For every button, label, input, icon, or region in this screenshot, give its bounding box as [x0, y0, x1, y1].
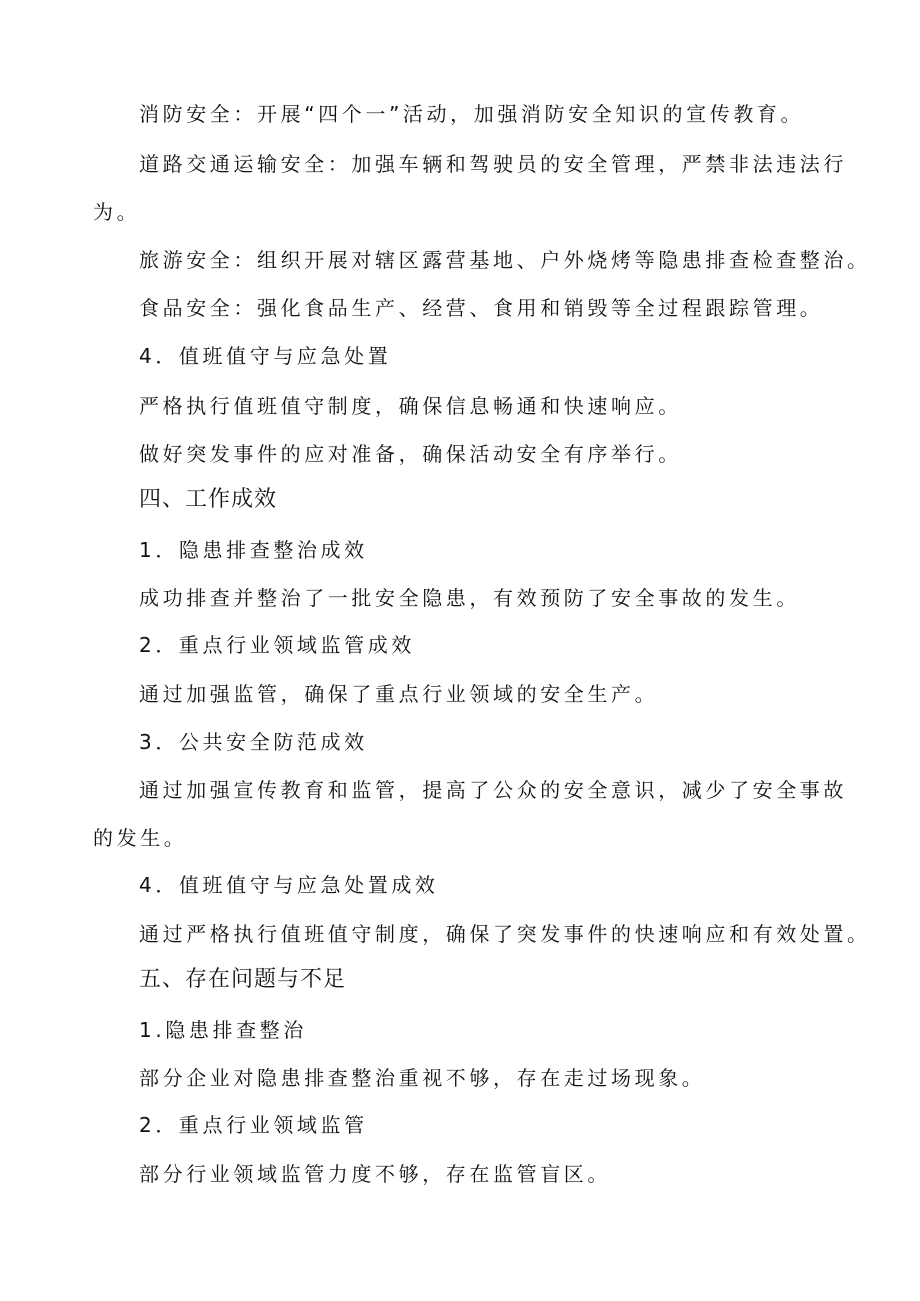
- section-heading-problems: 五、存在问题与不足: [139, 967, 347, 992]
- subheading-hazard-results: 1．隐患排查整治成效: [139, 538, 368, 562]
- subheading-supervision-results: 2．重点行业领域监管成效: [139, 633, 415, 657]
- paragraph-supervision-problems: 部分行业领域监管力度不够，存在监管盲区。: [139, 1162, 611, 1186]
- paragraph-hazard-results: 成功排查并整治了一批安全隐患，有效预防了安全事故的发生。: [139, 586, 800, 610]
- subheading-supervision-problems: 2．重点行业领域监管: [139, 1113, 368, 1137]
- paragraph-hazard-problems: 部分企业对隐患排查整治重视不够，存在走过场现象。: [139, 1066, 706, 1090]
- paragraph-duty-results: 通过严格执行值班值守制度，确保了突发事件的快速响应和有效处置。: [139, 922, 871, 946]
- paragraph-duty-system: 严格执行值班值守制度，确保信息畅通和快速响应。: [139, 394, 682, 418]
- paragraph-public-safety-results-continued: 的发生。: [93, 826, 188, 850]
- subheading-duty-results: 4．值班值守与应急处置成效: [139, 873, 439, 897]
- section-heading-results: 四、工作成效: [139, 487, 278, 512]
- paragraph-food-safety: 食品安全：强化食品生产、经营、食用和销毁等全过程跟踪管理。: [139, 296, 824, 320]
- paragraph-public-safety-results: 通过加强宣传教育和监管，提高了公众的安全意识，减少了安全事故: [139, 778, 847, 802]
- paragraph-road-traffic-safety-continued: 为。: [93, 200, 141, 224]
- paragraph-supervision-results: 通过加强监管，确保了重点行业领域的安全生产。: [139, 682, 659, 706]
- subheading-public-safety-results: 3．公共安全防范成效: [139, 730, 368, 754]
- paragraph-fire-safety: 消防安全：开展“四个一”活动，加强消防安全知识的宣传教育。: [139, 102, 805, 126]
- paragraph-road-traffic-safety: 道路交通运输安全：加强车辆和驾驶员的安全管理，严禁非法违法行: [139, 152, 847, 176]
- subheading-hazard-problems: 1.隐患排查整治: [139, 1018, 307, 1042]
- subheading-duty-emergency: 4．值班值守与应急处置: [139, 344, 392, 368]
- paragraph-tourism-safety: 旅游安全：组织开展对辖区露营基地、户外烧烤等隐患排查检查整治。: [139, 248, 871, 272]
- paragraph-emergency-prep: 做好突发事件的应对准备，确保活动安全有序举行。: [139, 442, 682, 466]
